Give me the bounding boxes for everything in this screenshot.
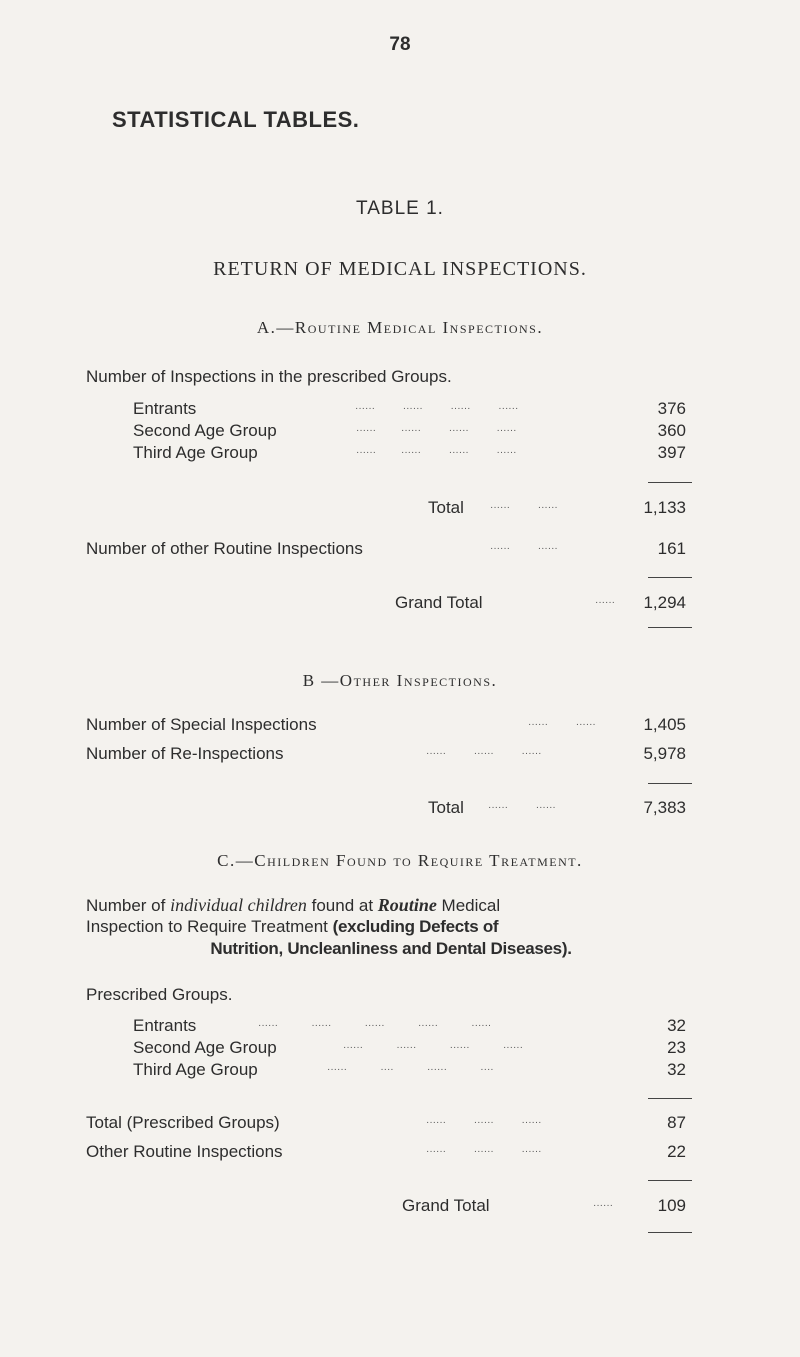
section-c-groups-label: Prescribed Groups. bbox=[86, 985, 233, 1004]
divider bbox=[648, 1232, 692, 1233]
leader-dots: ······ ······ bbox=[490, 502, 558, 513]
row-label: Second Age Group bbox=[133, 421, 277, 440]
other-value: 22 bbox=[667, 1142, 686, 1161]
divider bbox=[648, 783, 692, 784]
row-value: 32 bbox=[667, 1060, 686, 1079]
leader-dots: ······ ······ ······ ······ ······ bbox=[258, 1020, 492, 1031]
leader-dots: ······ bbox=[593, 1200, 613, 1211]
leader-dots: ······ ······ ······ bbox=[426, 748, 542, 759]
leader-dots: ······ bbox=[595, 597, 615, 608]
grand-total-value: 1,294 bbox=[643, 593, 686, 612]
total-value: 87 bbox=[667, 1113, 686, 1132]
total-label: Total (Prescribed Groups) bbox=[86, 1113, 280, 1132]
row-value: 5,978 bbox=[643, 744, 686, 763]
other-value: 161 bbox=[657, 539, 686, 558]
total-value: 7,383 bbox=[643, 798, 686, 817]
divider bbox=[648, 627, 692, 628]
para-bold-line: Nutrition, Uncleanliness and Dental Diseases). bbox=[210, 939, 572, 958]
page-number: 78 bbox=[389, 34, 411, 55]
divider bbox=[648, 1098, 692, 1099]
section-b-heading: B —Other Inspections. bbox=[302, 671, 498, 690]
row-value: 376 bbox=[657, 399, 686, 418]
page-title: STATISTICAL TABLES. bbox=[112, 107, 360, 132]
row-value: 1,405 bbox=[643, 715, 686, 734]
leader-dots: ······ ······ bbox=[490, 543, 558, 554]
leader-dots: ······ ···· ······ ···· bbox=[327, 1064, 494, 1075]
row-value: 23 bbox=[667, 1038, 686, 1057]
grand-total-label: Grand Total bbox=[402, 1196, 490, 1215]
row-value: 32 bbox=[667, 1016, 686, 1035]
leader-dots: ······ ······ bbox=[528, 719, 596, 730]
divider bbox=[648, 577, 692, 578]
row-label: Entrants bbox=[133, 399, 197, 418]
para-bold: (excluding Defects of bbox=[332, 917, 499, 936]
row-value: 397 bbox=[657, 443, 686, 462]
section-c-paragraph bbox=[86, 895, 756, 937]
row-label: Entrants bbox=[133, 1016, 197, 1035]
row-value: 360 bbox=[657, 421, 686, 440]
section-c-heading: C.—Children Found to Require Treatment. bbox=[217, 851, 583, 870]
total-label: Total bbox=[428, 498, 464, 517]
grand-total-label: Grand Total bbox=[395, 593, 483, 612]
total-label: Total bbox=[428, 798, 464, 817]
para-text: Inspection to Require Treatment bbox=[86, 917, 328, 936]
divider bbox=[648, 1180, 692, 1181]
row-label: Number of Re-Inspections bbox=[86, 744, 284, 763]
leader-dots: ······ ······ ······ ······ bbox=[356, 447, 517, 458]
leader-dots: ······ ······ ······ bbox=[426, 1146, 542, 1157]
return-title: RETURN OF MEDICAL INSPECTIONS. bbox=[213, 258, 587, 280]
leader-dots: ······ ······ ······ bbox=[426, 1117, 542, 1128]
row-label: Second Age Group bbox=[133, 1038, 277, 1057]
grand-total-value: 109 bbox=[657, 1196, 686, 1215]
other-label: Number of other Routine Inspections bbox=[86, 539, 363, 558]
para-text: found at bbox=[306, 896, 378, 915]
para-text: Number of bbox=[86, 896, 171, 915]
leader-dots: ······ ······ ······ ······ bbox=[355, 403, 519, 414]
row-label: Number of Special Inspections bbox=[86, 715, 317, 734]
total-value: 1,133 bbox=[643, 498, 686, 517]
section-a-heading: A.—Routine Medical Inspections. bbox=[256, 318, 544, 337]
row-label: Third Age Group bbox=[133, 443, 258, 462]
leader-dots: ······ ······ ······ ······ bbox=[356, 425, 517, 436]
para-italic: Routine bbox=[377, 895, 437, 915]
row-label: Third Age Group bbox=[133, 1060, 258, 1079]
divider bbox=[648, 482, 692, 483]
para-text: Medical bbox=[436, 896, 501, 915]
leader-dots: ······ ······ bbox=[488, 802, 556, 813]
leader-dots: ······ ······ ······ ······ bbox=[343, 1042, 523, 1053]
section-a-intro: Number of Inspections in the prescribed Groups. bbox=[86, 367, 452, 386]
para-italic: individual children bbox=[170, 895, 307, 915]
other-label: Other Routine Inspections bbox=[86, 1142, 283, 1161]
table-label: TABLE 1. bbox=[356, 198, 444, 219]
